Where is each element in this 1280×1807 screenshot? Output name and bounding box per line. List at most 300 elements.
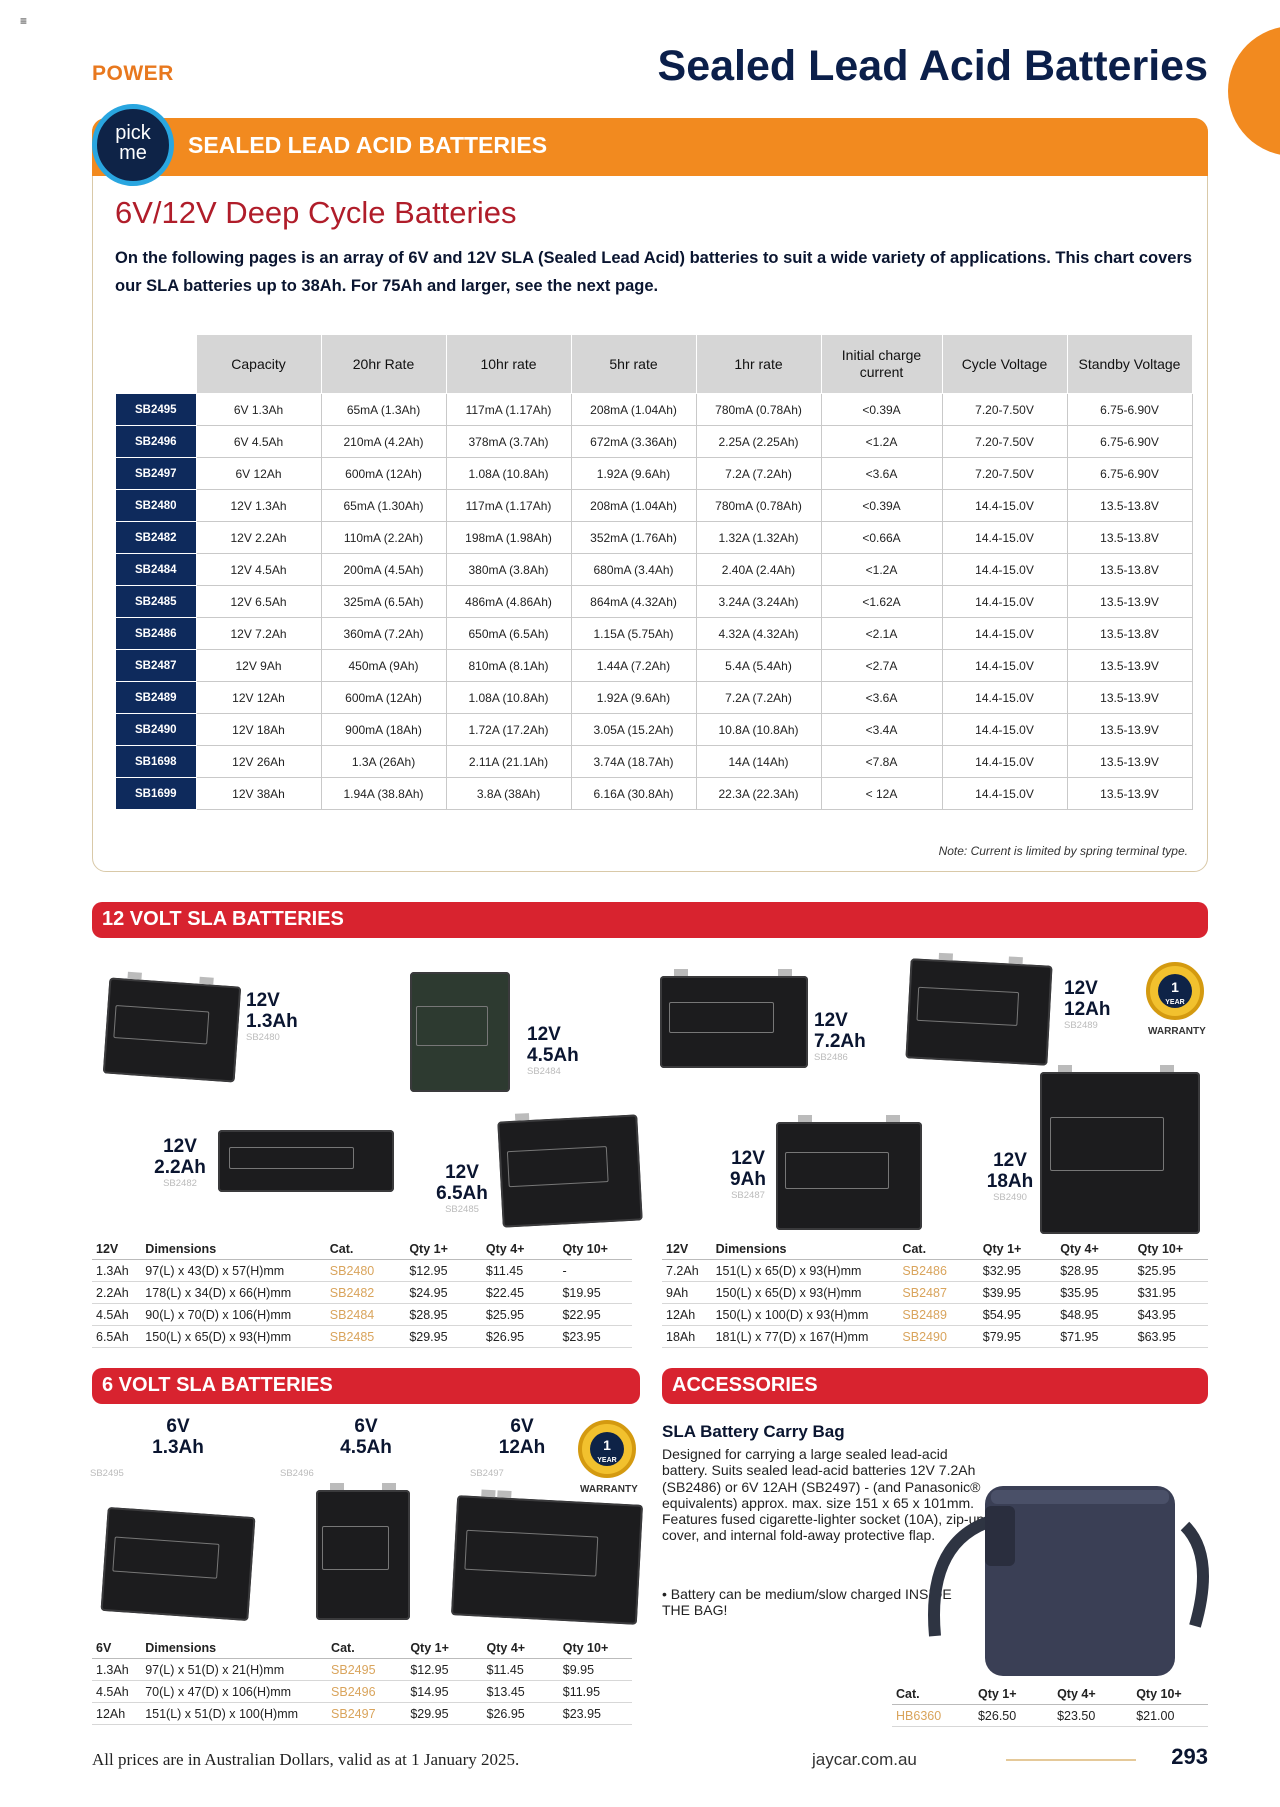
price-cell: $39.95 [979,1282,1056,1304]
spec-cat-code: SB2485 [116,586,197,618]
battery-voltage: 12V [993,1150,1027,1171]
battery-image-sb2485 [497,1114,642,1227]
pick-me-line1: pick [115,122,151,144]
warranty-number: 1 [603,1437,611,1453]
spec-cell: 1.94A (38.8Ah) [321,778,446,810]
battery-label-sb2484 [527,1024,579,1077]
footer-url[interactable]: jaycar.com.au [812,1750,917,1769]
price-cell: $26.50 [974,1705,1053,1727]
battery-capacity: 12Ah [498,1437,546,1458]
spec-cell: 12V 12Ah [196,682,321,714]
spec-header: Capacity [196,335,321,394]
spec-cell: 117mA (1.17Ah) [446,394,571,426]
spec-row [116,650,1193,682]
price-cell: 178(L) x 34(D) x 66(H)mm [141,1282,325,1304]
spec-cat-code: SB2482 [116,522,197,554]
price-cell: 97(L) x 51(D) x 21(H)mm [141,1659,327,1681]
spec-cell: 14.4-15.0V [942,490,1067,522]
spec-header: Initial charge current [821,335,942,394]
spec-cell: 2.40A (2.4Ah) [696,554,821,586]
price-cell: 12Ah [92,1703,141,1725]
spec-cell: 900mA (18Ah) [321,714,446,746]
price-cell: - [558,1260,632,1282]
price-cell: $71.95 [1056,1326,1133,1348]
spec-cell: 4.32A (4.32Ah) [696,618,821,650]
price-cat-code[interactable]: SB2480 [326,1260,406,1282]
battery-image-sb2489 [905,958,1052,1065]
price-cell: 9Ah [662,1282,712,1304]
battery-capacity: 6.5Ah [436,1183,488,1204]
spec-cell: 1.92A (9.6Ah) [571,458,696,490]
spec-cell: 10.8A (10.8Ah) [696,714,821,746]
battery-capacity: 18Ah [986,1171,1034,1192]
spec-cat-code: SB2495 [116,394,197,426]
battery-code: SB2482 [163,1178,197,1189]
spec-cell: 208mA (1.04Ah) [571,490,696,522]
price-cell: $23.95 [558,1326,632,1348]
price-header-row [662,1239,1208,1260]
spec-cell: 200mA (4.5Ah) [321,554,446,586]
spec-cell: 680mA (3.4Ah) [571,554,696,586]
spec-cell: 7.20-7.50V [942,426,1067,458]
price-row [662,1260,1208,1282]
price-cell: $13.45 [483,1681,559,1703]
price-row [92,1681,632,1703]
spec-row [116,778,1193,810]
spec-cell: 14.4-15.0V [942,554,1067,586]
spec-cell: 13.5-13.8V [1067,490,1192,522]
spec-cell: 5.4A (5.4Ah) [696,650,821,682]
spec-cell: <1.62A [821,586,942,618]
price-cell: $63.95 [1134,1326,1208,1348]
price-cell: $23.95 [559,1703,632,1725]
price-header: Qty 1+ [974,1684,1053,1705]
spec-row [116,618,1193,650]
spec-cat-code: SB1698 [116,746,197,778]
battery-code: SB2489 [1064,1020,1098,1031]
spec-cell: 12V 26Ah [196,746,321,778]
spec-row [116,586,1193,618]
spec-cell: 13.5-13.8V [1067,522,1192,554]
price-cell: $24.95 [405,1282,482,1304]
spec-cell: 14A (14Ah) [696,746,821,778]
spec-cell: 65mA (1.3Ah) [321,394,446,426]
spec-corner [116,335,197,394]
price-cell: $31.95 [1134,1282,1208,1304]
price-cat-code[interactable]: SB2495 [327,1659,406,1681]
price-cell: $22.45 [482,1282,559,1304]
spec-header: 20hr Rate [321,335,446,394]
spec-cell: 22.3A (22.3Ah) [696,778,821,810]
battery-code: SB2485 [445,1204,479,1215]
spec-note: Note: Current is limited by spring terminal type. [938,844,1188,858]
spec-cell: 3.74A (18.7Ah) [571,746,696,778]
battery-capacity: 4.5Ah [340,1437,392,1458]
spec-cell: < 12A [821,778,942,810]
battery-label-sb2482 [150,1136,210,1189]
price-cell: $11.45 [482,1260,559,1282]
battery-voltage: 12V [445,1162,479,1183]
price-cell: $26.95 [482,1326,559,1348]
price-cell: 150(L) x 65(D) x 93(H)mm [141,1326,325,1348]
price-header: Qty 1+ [405,1239,482,1260]
battery-image-sb2496 [316,1490,410,1620]
spec-cell: 780mA (0.78Ah) [696,394,821,426]
price-row [92,1326,632,1348]
pick-me-badge [92,104,174,186]
spec-row [116,714,1193,746]
price-header: 12V [92,1239,141,1260]
battery-voltage: 12V [527,1024,561,1045]
price-header: Qty 1+ [406,1638,482,1659]
spec-cell: 352mA (1.76Ah) [571,522,696,554]
warranty-year: YEAR [1165,999,1185,1006]
battery-label-sb2495 [148,1416,208,1458]
price-header: Cat. [327,1638,406,1659]
spec-cell: 12V 18Ah [196,714,321,746]
battery-voltage: 12V [246,990,280,1011]
spec-cell: 650mA (6.5Ah) [446,618,571,650]
battery-voltage: 12V [731,1148,765,1169]
price-cat-code[interactable]: SB2497 [327,1703,406,1725]
spec-cell: 1.08A (10.8Ah) [446,682,571,714]
spec-cell: 1.15A (5.75Ah) [571,618,696,650]
price-cell: 4.5Ah [92,1304,141,1326]
price-cat-code[interactable]: SB2484 [326,1304,406,1326]
pick-me-line2: me [119,142,147,164]
price-cell: 2.2Ah [92,1282,141,1304]
spec-cell: 12V 9Ah [196,650,321,682]
price-header: Qty 10+ [559,1638,632,1659]
spec-cell: 12V 7.2Ah [196,618,321,650]
page-title: Sealed Lead Acid Batteries [657,42,1208,90]
battery-label-sb2480 [246,990,298,1043]
battery-label-sb2497 [492,1416,552,1458]
twelve-volt-price-table-left [92,1239,632,1348]
spec-cat-code: SB2487 [116,650,197,682]
battery-code-sb2497: SB2497 [470,1468,504,1479]
menu-icon[interactable]: ≡ [20,14,28,28]
battery-code: SB2484 [527,1066,561,1077]
spec-cell: 1.92A (9.6Ah) [571,682,696,714]
battery-code: SB2480 [246,1032,280,1043]
price-cat-code[interactable]: SB2486 [898,1260,978,1282]
price-cell: 7.2Ah [662,1260,712,1282]
price-cell: 1.3Ah [92,1659,141,1681]
warranty-text: WARRANTY [580,1484,638,1495]
spec-cell: 600mA (12Ah) [321,458,446,490]
price-cell: 70(L) x 47(D) x 106(H)mm [141,1681,327,1703]
spec-cell: 6V 4.5Ah [196,426,321,458]
price-cat-code[interactable]: SB2489 [898,1304,978,1326]
price-cell: $25.95 [1134,1260,1208,1282]
spec-cell: 14.4-15.0V [942,682,1067,714]
battery-image-sb2495 [101,1507,256,1621]
battery-capacity: 4.5Ah [527,1045,579,1066]
carry-bag-description: Designed for carrying a large sealed lead-acid battery. Suits sealed lead-acid batteries 12V 7.2Ah (SB2486) or 6V 12AH (SB2497) - (and Panasonic® equivalents) approx. max. size 151 x 65 x 101mm. Features fused cigarette-lighter socket (10A), zip-up cover, and internal fold-away protective flap. [662,1446,985,1544]
spec-cell: 14.4-15.0V [942,714,1067,746]
price-header-row [92,1638,632,1659]
spec-cat-code: SB2484 [116,554,197,586]
carry-bag-title: SLA Battery Carry Bag [662,1422,845,1441]
spec-cell: 2.11A (21.1Ah) [446,746,571,778]
price-header: Qty 4+ [482,1239,559,1260]
spec-cell: <0.39A [821,394,942,426]
spec-cell: 6.75-6.90V [1067,426,1192,458]
battery-image-sb2486 [660,976,808,1068]
spec-cell: <0.39A [821,490,942,522]
spec-cell: 6.75-6.90V [1067,458,1192,490]
price-cell: $28.95 [405,1304,482,1326]
price-cell: 150(L) x 100(D) x 93(H)mm [712,1304,899,1326]
spec-header: Cycle Voltage [942,335,1067,394]
battery-code: SB2490 [993,1192,1027,1203]
spec-cell: 13.5-13.9V [1067,746,1192,778]
spec-cell: <3.6A [821,682,942,714]
price-header: Qty 4+ [1056,1239,1133,1260]
spec-cell: 325mA (6.5Ah) [321,586,446,618]
spec-cell: 13.5-13.9V [1067,714,1192,746]
carry-bag-price-table [892,1684,1208,1727]
price-cell: 6.5Ah [92,1326,141,1348]
spec-cell: 600mA (12Ah) [321,682,446,714]
spec-cell: 6.16A (30.8Ah) [571,778,696,810]
price-cat-code[interactable]: SB2482 [326,1282,406,1304]
price-row [662,1282,1208,1304]
spec-cell: 2.25A (2.25Ah) [696,426,821,458]
battery-voltage: 6V [166,1416,190,1437]
page-number: 293 [1171,1744,1208,1769]
spec-cat-code: SB2480 [116,490,197,522]
spec-cell: <1.2A [821,426,942,458]
spec-cat-code: SB2486 [116,618,197,650]
price-header: Dimensions [712,1239,899,1260]
spec-cell: 6V 12Ah [196,458,321,490]
price-cell: $11.45 [483,1659,559,1681]
spec-cell: 672mA (3.36Ah) [571,426,696,458]
price-cell: $19.95 [558,1282,632,1304]
spec-row [116,426,1193,458]
spec-cell: <3.6A [821,458,942,490]
battery-voltage: 6V [510,1416,534,1437]
price-cell: $12.95 [405,1260,482,1282]
spec-cell: 13.5-13.9V [1067,650,1192,682]
spec-cell: 1.08A (10.8Ah) [446,458,571,490]
price-cat-code[interactable]: SB2490 [898,1326,978,1348]
spec-row [116,490,1193,522]
battery-label-sb2496 [336,1416,396,1458]
spec-header: 1hr rate [696,335,821,394]
price-cell: $29.95 [405,1326,482,1348]
battery-voltage: 12V [1064,978,1098,999]
spec-cell: 7.2A (7.2Ah) [696,458,821,490]
spec-table [115,334,1193,810]
price-header: Qty 10+ [1132,1684,1208,1705]
spec-row [116,394,1193,426]
battery-code: SB2487 [731,1190,765,1201]
price-row [662,1326,1208,1348]
battery-label-sb2490 [978,1150,1042,1203]
price-cell: 151(L) x 65(D) x 93(H)mm [712,1260,899,1282]
spec-cell: 13.5-13.9V [1067,586,1192,618]
price-cat-code[interactable]: SB2496 [327,1681,406,1703]
spec-cell: <0.66A [821,522,942,554]
spec-cell: 210mA (4.2Ah) [321,426,446,458]
spec-cell: 14.4-15.0V [942,586,1067,618]
spec-cell: 14.4-15.0V [942,778,1067,810]
price-cell: $32.95 [979,1260,1056,1282]
spec-cell: 380mA (3.8Ah) [446,554,571,586]
spec-cell: 3.24A (3.24Ah) [696,586,821,618]
carry-bag-note: • Battery can be medium/slow charged INSIDE THE BAG! [662,1586,952,1619]
price-cell: $28.95 [1056,1260,1133,1282]
battery-image-sb2487 [776,1122,922,1230]
spec-cell: 12V 38Ah [196,778,321,810]
bag-strap-right [1185,1526,1203,1626]
price-header: Dimensions [141,1638,327,1659]
spec-cell: <2.7A [821,650,942,682]
spec-row [116,746,1193,778]
battery-voltage: 12V [814,1010,848,1031]
price-cell: $25.95 [482,1304,559,1326]
spec-cell: 13.5-13.8V [1067,618,1192,650]
warranty-text: WARRANTY [1148,1026,1206,1037]
warranty-badge-inner [1158,974,1192,1008]
price-header-row [892,1684,1208,1705]
spec-cat-code: SB2497 [116,458,197,490]
battery-image-sb2480 [103,978,241,1083]
spec-cat-code: SB2490 [116,714,197,746]
intro-text: On the following pages is an array of 6V and 12V SLA (Sealed Lead Acid) batteries to suit a wide variety of applications. This chart covers our SLA batteries up to 38Ah. For 75Ah and larger, see the next page. [115,249,1193,295]
spec-cell: 14.4-15.0V [942,650,1067,682]
price-header: Qty 1+ [979,1239,1056,1260]
battery-label-sb2489 [1064,978,1110,1031]
price-row [92,1703,632,1725]
spec-cell: 12V 4.5Ah [196,554,321,586]
decorative-circle [1228,26,1280,156]
price-cell: 18Ah [662,1326,712,1348]
battery-code: SB2486 [814,1052,848,1063]
warranty-number: 1 [1171,979,1179,995]
spec-cell: 14.4-15.0V [942,618,1067,650]
price-header-row [92,1239,632,1260]
spec-row [116,458,1193,490]
spec-cell: 12V 1.3Ah [196,490,321,522]
spec-cell: 13.5-13.9V [1067,778,1192,810]
spec-cell: 1.72A (17.2Ah) [446,714,571,746]
price-cell: $22.95 [558,1304,632,1326]
spec-cell: 12V 2.2Ah [196,522,321,554]
battery-label-sb2487 [718,1148,778,1201]
spec-cell: 864mA (4.32Ah) [571,586,696,618]
battery-voltage: 12V [163,1136,197,1157]
battery-capacity: 1.3Ah [152,1437,204,1458]
battery-capacity: 2.2Ah [154,1157,206,1178]
price-row [92,1304,632,1326]
price-cat-code[interactable]: SB2487 [898,1282,978,1304]
battery-image-sb2497 [451,1495,643,1625]
price-header: Dimensions [141,1239,325,1260]
spec-cell: 13.5-13.8V [1067,554,1192,586]
spec-cell: 780mA (0.78Ah) [696,490,821,522]
carry-bag-image [895,1466,1225,1716]
spec-cell: 6.75-6.90V [1067,394,1192,426]
spec-row [116,522,1193,554]
spec-cell: 1.32A (1.32Ah) [696,522,821,554]
price-cat-code[interactable]: SB2485 [326,1326,406,1348]
price-cell: $12.95 [406,1659,482,1681]
price-cell: $11.95 [559,1681,632,1703]
battery-label-sb2485 [432,1162,492,1215]
spec-row [116,682,1193,714]
spec-cell: 7.20-7.50V [942,394,1067,426]
spec-cat-code: SB1699 [116,778,197,810]
price-cell: 1.3Ah [92,1260,141,1282]
spec-cell: 7.20-7.50V [942,458,1067,490]
battery-image-sb2482 [218,1130,394,1192]
warranty-badge-icon [1146,962,1204,1020]
warranty-year: YEAR [597,1457,617,1464]
price-row [92,1282,632,1304]
spec-cell: 3.05A (15.2Ah) [571,714,696,746]
accessories-label: ACCESSORIES [672,1374,818,1396]
spec-cell: <1.2A [821,554,942,586]
price-cell: 90(L) x 70(D) x 106(H)mm [141,1304,325,1326]
spec-cell: <7.8A [821,746,942,778]
section-tag: POWER [92,62,174,85]
price-cell: 97(L) x 43(D) x 57(H)mm [141,1260,325,1282]
spec-cell: 110mA (2.2Ah) [321,522,446,554]
price-cell: $29.95 [406,1703,482,1725]
bag-zip [991,1490,1169,1504]
price-cell: $43.95 [1134,1304,1208,1326]
twelve-volt-price-table-right [662,1239,1208,1348]
spec-cell: 12V 6.5Ah [196,586,321,618]
price-header: Cat. [898,1239,978,1260]
price-cell: $26.95 [483,1703,559,1725]
spec-cell: 13.5-13.9V [1067,682,1192,714]
price-cell: $54.95 [979,1304,1056,1326]
price-cat-code[interactable]: HB6360 [892,1705,974,1727]
spec-cell: 14.4-15.0V [942,522,1067,554]
price-cell: $21.00 [1132,1705,1208,1727]
spec-cell: 1.44A (7.2Ah) [571,650,696,682]
warranty-badge-icon [578,1420,636,1478]
spec-header: 10hr rate [446,335,571,394]
footer-divider [1006,1759,1136,1761]
spec-cell: 6V 1.3Ah [196,394,321,426]
spec-header: 5hr rate [571,335,696,394]
spec-cat-code: SB2496 [116,426,197,458]
battery-capacity: 9Ah [730,1169,766,1190]
spec-cell: 7.2A (7.2Ah) [696,682,821,714]
spec-cell: 65mA (1.30Ah) [321,490,446,522]
spec-cell: 486mA (4.86Ah) [446,586,571,618]
price-header: Cat. [326,1239,406,1260]
spec-row [116,554,1193,586]
price-cell: $35.95 [1056,1282,1133,1304]
battery-capacity: 12Ah [1064,999,1111,1020]
battery-capacity: 7.2Ah [814,1031,866,1052]
battery-capacity: 1.3Ah [246,1011,298,1032]
spec-cat-code: SB2489 [116,682,197,714]
spec-cell: 378mA (3.7Ah) [446,426,571,458]
spec-cell: 450mA (9Ah) [321,650,446,682]
price-cell: $14.95 [406,1681,482,1703]
price-header: Qty 10+ [558,1239,632,1260]
price-row [662,1304,1208,1326]
price-cell: 150(L) x 65(D) x 93(H)mm [712,1282,899,1304]
